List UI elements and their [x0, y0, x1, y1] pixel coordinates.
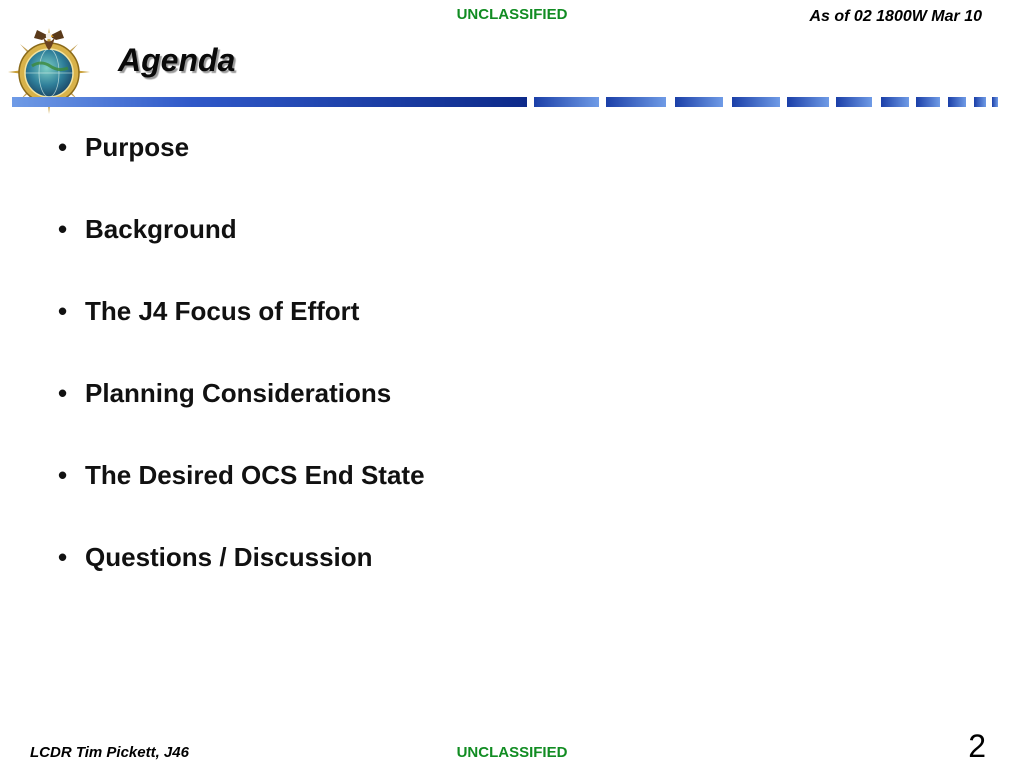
- agenda-item-label: Questions / Discussion: [85, 542, 373, 572]
- agenda-item-planning-considerations: [58, 378, 425, 460]
- page-number: 2: [968, 728, 986, 764]
- as-of-date: As of 02 1800W Mar 10: [809, 8, 982, 25]
- agenda-item-purpose: [58, 132, 425, 214]
- agenda-item-label: Purpose: [85, 132, 190, 162]
- presenter-name: LCDR Tim Pickett, J46: [30, 744, 189, 761]
- bullet-icon: •: [58, 542, 68, 572]
- agenda-item-label: Background: [85, 214, 237, 244]
- classification-bottom: UNCLASSIFIED: [456, 744, 568, 761]
- classification-top: UNCLASSIFIED: [456, 6, 568, 23]
- bullet-icon: •: [58, 296, 68, 326]
- bullet-icon: •: [58, 460, 68, 490]
- bullet-icon: •: [58, 378, 68, 408]
- bullet-icon: •: [58, 214, 68, 244]
- agenda-item-label: The Desired OCS End State: [85, 460, 425, 490]
- agenda-item-background: [58, 214, 425, 296]
- agenda-item-questions-discussion: [58, 542, 425, 624]
- agenda-item-label: The J4 Focus of Effort: [85, 296, 360, 326]
- bullet-icon: •: [58, 132, 68, 162]
- agenda-item-desired-end-state: [58, 460, 425, 542]
- agenda-list: [58, 132, 425, 624]
- header-divider-bar: [12, 96, 1002, 108]
- agenda-item-label: Planning Considerations: [85, 378, 392, 408]
- agenda-item-j4-focus-of-effort: [58, 296, 425, 378]
- slide-title: Agenda: [118, 42, 236, 78]
